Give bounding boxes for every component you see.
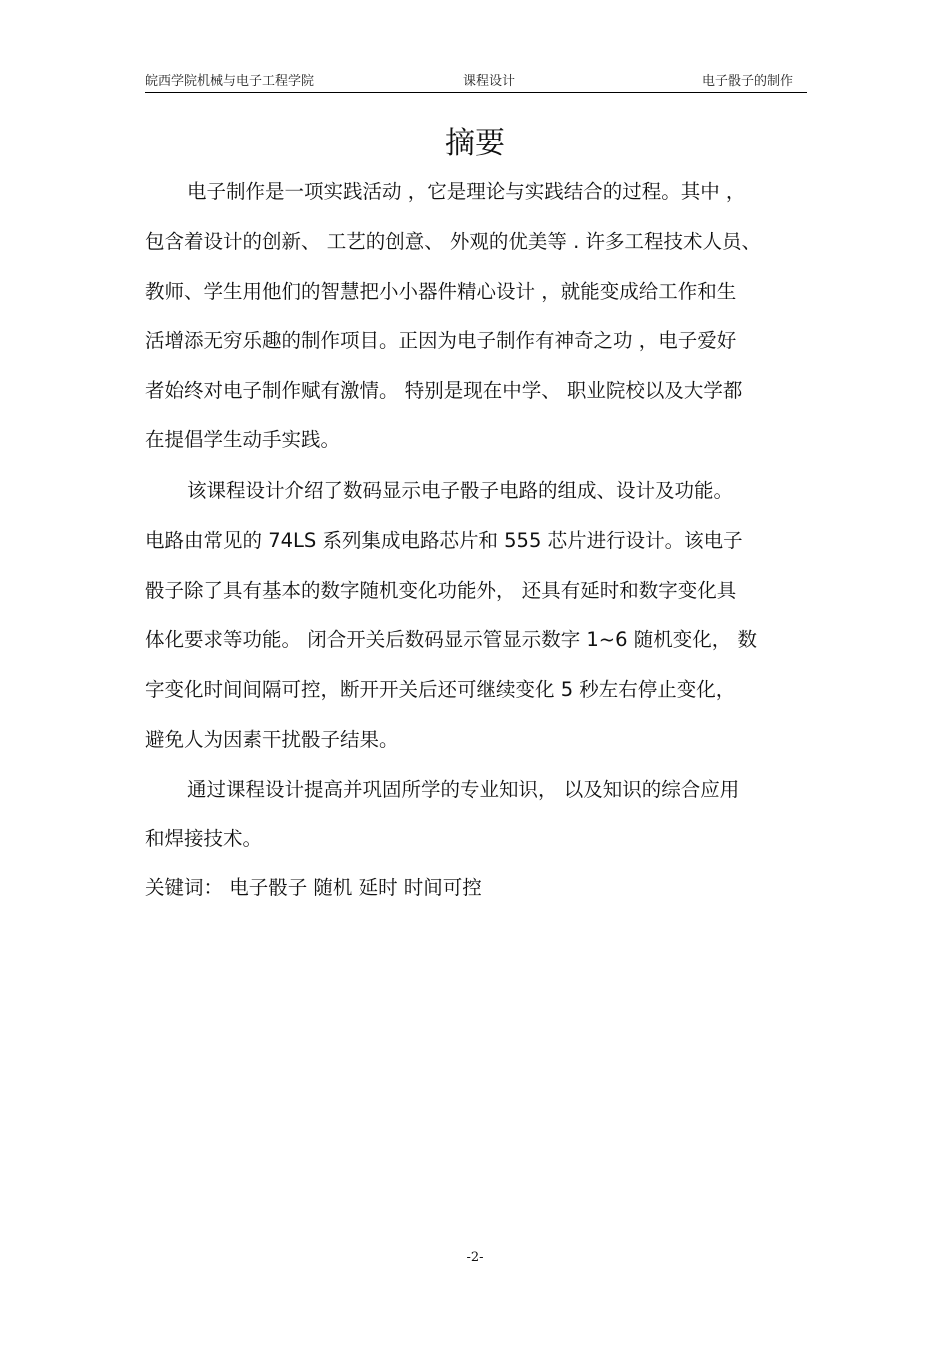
header-topic: 电子骰子的制作 <box>701 74 793 89</box>
paragraph-line: 在提倡学生动手实践。 <box>145 428 341 451</box>
paragraph-line: 者始终对电子制作赋有激情。 特别是现在中学、 职业院校以及大学都 <box>145 379 743 402</box>
paragraph-line: 和焊接技术。 <box>145 827 263 850</box>
paragraph-line: 骰子除了具有基本的数字随机变化功能外， 还具有延时和数字变化具 <box>145 579 737 602</box>
paragraph-line: 该课程设计介绍了数码显示电子骰子电路的组成、设计及功能。 <box>187 479 734 502</box>
paragraph-line: 避免人为因素干扰骰子结果。 <box>145 728 399 751</box>
paragraph-line: 教师、学生用他们的智慧把小小器件精心设计 ，就能变成给工作和生 <box>145 280 737 303</box>
paragraph-line: 体化要求等功能。 闭合开关后数码显示管显示数字 1~6 随机变化， 数 <box>145 628 757 651</box>
abstract-title: 摘要 <box>445 126 505 161</box>
paragraph-line: 电路由常见的 74LS 系列集成电路芯片和 555 芯片进行设计。该电子 <box>145 529 743 552</box>
page-number: -2- <box>466 1250 484 1265</box>
paragraph-line: 包含着设计的创新、 工艺的创意、 外观的优美等 . 许多工程技术人员、 <box>145 230 761 253</box>
keywords: 关键词： 电子骰子 随机 延时 时间可控 <box>145 876 482 899</box>
paragraph-line: 通过课程设计提高并巩固所学的专业知识， 以及知识的综合应用 <box>187 778 740 801</box>
page-header <box>145 70 807 93</box>
header-course: 课程设计 <box>463 74 516 89</box>
paragraph-line: 活增添无穷乐趣的制作项目。正因为电子制作有神奇之功 ，电子爱好 <box>145 329 737 352</box>
paragraph-line: 电子制作是一项实践活动 ，它是理论与实践结合的过程。其中 ， <box>187 180 746 203</box>
paragraph-line: 字变化时间间隔可控，断开开关后还可继续变化 5 秒左右停止变化， <box>145 678 736 701</box>
header-institution: 皖西学院机械与电子工程学院 <box>145 74 315 89</box>
